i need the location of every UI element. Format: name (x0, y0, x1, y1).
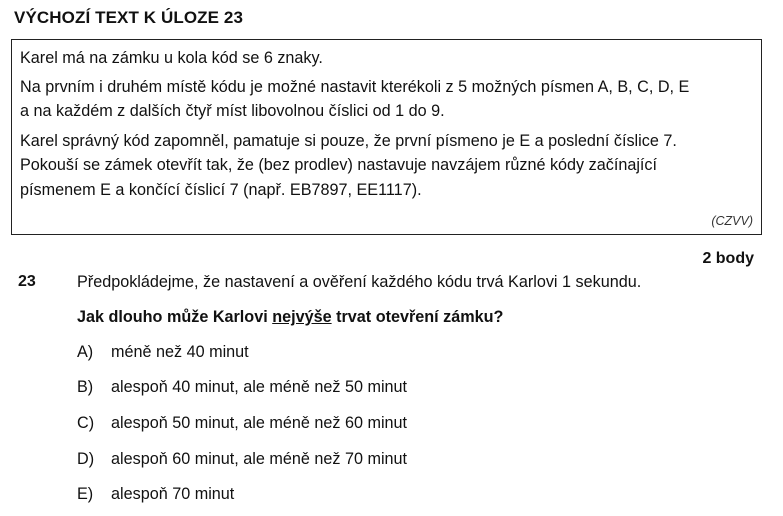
intro-text-box (11, 39, 762, 235)
page-heading: VÝCHOZÍ TEXT K ÚLOZE 23 (14, 8, 243, 27)
points-label: 2 body (702, 250, 754, 267)
option-e[interactable] (77, 485, 234, 504)
question-text: Předpokládejme, že nastavení a ověření každého kódu trvá Karlovi 1 sekundu. (77, 273, 642, 291)
source-label: (CZVV) (711, 214, 753, 228)
option-letter: C) (77, 414, 95, 432)
option-text: alespoň 40 minut, ale méně než 50 minut (111, 378, 408, 396)
option-text: méně než 40 minut (111, 343, 249, 361)
option-text: alespoň 70 minut (111, 485, 235, 503)
intro-line: Karel má na zámku u kola kód se 6 znaky. (20, 49, 323, 67)
intro-line: písmenem E a končící číslicí 7 (např. EB7897, EE1117). (20, 181, 422, 199)
question-ask-underlined: nejvýše (272, 308, 332, 326)
question-number: 23 (18, 273, 36, 290)
option-letter: E) (77, 485, 94, 503)
intro-line: Na prvním i druhém místě kódu je možné nastavit kterékoli z 5 možných písmen A, B, C, D, E (20, 78, 690, 96)
option-letter: D) (77, 450, 95, 468)
intro-line: Pokouší se zámek otevřít tak, že (bez prodlev) nastavuje navzájem různé kódy začínající (20, 156, 658, 174)
option-letter: B) (77, 378, 94, 396)
question-ask (77, 308, 503, 327)
option-letter: A) (77, 343, 94, 361)
question-ask-before: Jak dlouho může Karlovi (77, 308, 273, 326)
option-text: alespoň 60 minut, ale méně než 70 minut (111, 450, 408, 468)
option-a[interactable] (77, 343, 249, 362)
intro-line: a na každém z dalších čtyř míst libovolnou číslici od 1 do 9. (20, 102, 445, 120)
option-d[interactable] (77, 450, 407, 469)
option-text: alespoň 50 minut, ale méně než 60 minut (111, 414, 408, 432)
intro-line: Karel správný kód zapomněl, pamatuje si pouze, že první písmeno je E a poslední číslice 7. (20, 132, 677, 150)
question-ask-after: trvat otevření zámku? (331, 308, 504, 326)
option-c[interactable] (77, 414, 407, 433)
option-b[interactable] (77, 378, 407, 397)
